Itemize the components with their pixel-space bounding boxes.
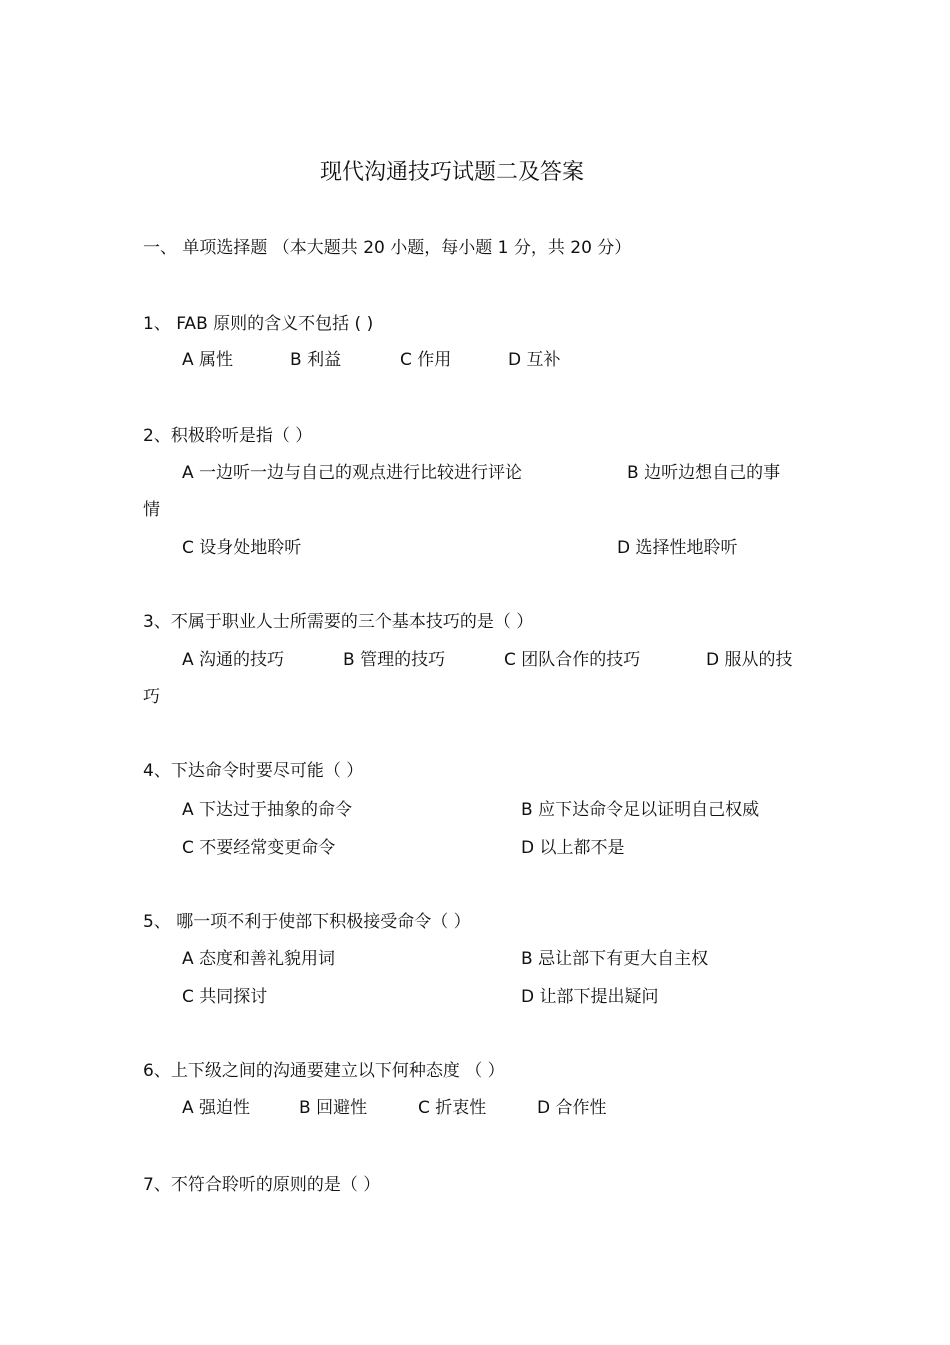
question-5-option-c: C 共同探讨 xyxy=(182,987,268,1007)
question-3-option-c: C 团队合作的技巧 xyxy=(504,650,641,670)
section-heading: 一、 单项选择题 （本大题共 20 小题，每小题 1 分，共 20 分） xyxy=(143,238,632,258)
question-5-option-d: D 让部下提出疑问 xyxy=(521,987,659,1007)
question-3-stem: 3、不属于职业人士所需要的三个基本技巧的是（ ） xyxy=(143,612,534,632)
question-2-option-d: D 选择性地聆听 xyxy=(617,538,738,558)
question-2-option-a: A 一边听一边与自己的观点进行比较进行评论 xyxy=(182,463,523,483)
question-2-option-b: B 边听边想自己的事 xyxy=(627,463,781,483)
question-1-option-a: A 属性 xyxy=(182,350,234,370)
question-7-stem: 7、不符合聆听的原则的是（ ） xyxy=(143,1175,381,1195)
question-1-option-d: D 互补 xyxy=(508,350,561,370)
question-2-option-b-wrap: 情 xyxy=(143,500,160,520)
question-2-stem: 2、积极聆听是指（ ） xyxy=(143,426,313,446)
question-6-option-c: C 折衷性 xyxy=(418,1098,487,1118)
question-3-option-b: B 管理的技巧 xyxy=(343,650,446,670)
question-3-option-a: A 沟通的技巧 xyxy=(182,650,285,670)
question-2-option-c: C 设身处地聆听 xyxy=(182,538,302,558)
question-5-option-a: A 态度和善礼貌用词 xyxy=(182,949,336,969)
question-4-option-b: B 应下达命令足以证明自己权威 xyxy=(521,800,760,820)
page-title: 现代沟通技巧试题二及答案 xyxy=(320,160,585,185)
question-1-option-b: B 利益 xyxy=(290,350,342,370)
question-6-option-a: A 强迫性 xyxy=(182,1098,251,1118)
question-4-option-d: D 以上都不是 xyxy=(521,838,625,858)
question-1-option-c: C 作用 xyxy=(400,350,452,370)
question-5-stem: 5、 哪一项不利于使部下积极接受命令（ ） xyxy=(143,912,471,932)
question-4-option-c: C 不要经常变更命令 xyxy=(182,838,336,858)
question-4-option-a: A 下达过于抽象的命令 xyxy=(182,800,353,820)
question-3-option-d: D 服从的技 xyxy=(706,650,793,670)
question-6-stem: 6、上下级之间的沟通要建立以下何种态度 （ ） xyxy=(143,1061,505,1081)
question-1-stem: 1、 FAB 原则的含义不包括 ( ) xyxy=(143,314,374,334)
question-6-option-d: D 合作性 xyxy=(537,1098,607,1118)
question-3-option-d-wrap: 巧 xyxy=(143,687,160,707)
question-4-stem: 4、下达命令时要尽可能（ ） xyxy=(143,761,364,781)
question-5-option-b: B 忌让部下有更大自主权 xyxy=(521,949,709,969)
question-6-option-b: B 回避性 xyxy=(299,1098,368,1118)
